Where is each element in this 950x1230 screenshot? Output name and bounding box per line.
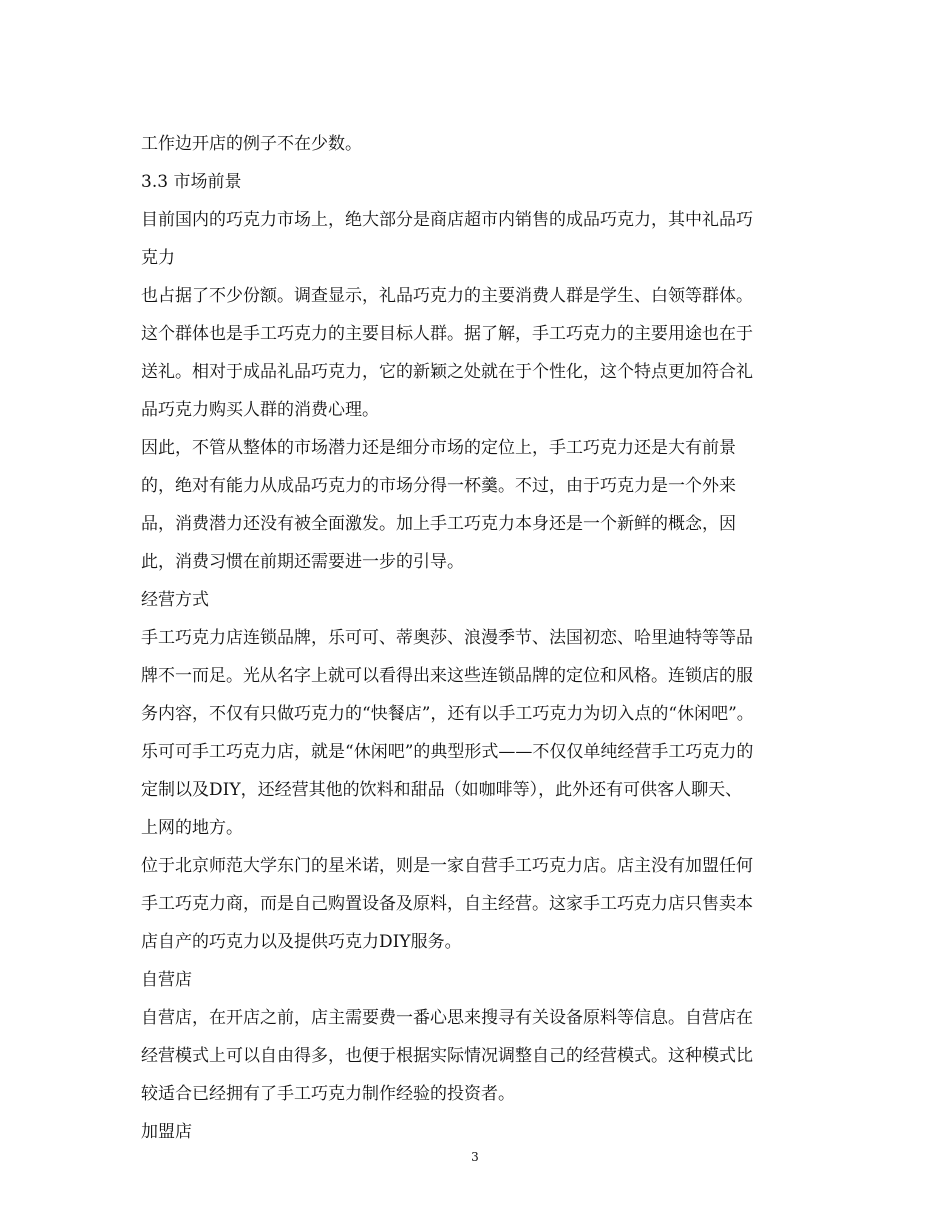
text-line: 也占据了不少份额。调查显示，礼品巧克力的主要消费人群是学生、白领等群体。 [141,286,753,306]
section-heading-franchise: 加盟店 [141,1122,192,1142]
text-line: 牌不一而足。光从名字上就可以看得出来这些连锁品牌的定位和风格。连锁店的服 [141,666,753,686]
text-line: 经营模式上可以自由得多，也便于根据实际情况调整自己的经营模式。这种模式比 [141,1046,753,1066]
text-line: 这个群体也是手工巧克力的主要目标人群。据了解，手工巧克力的主要用途也在于 [141,324,753,344]
text-line: 的，绝对有能力从成品巧克力的市场分得一杯羹。不过，由于巧克力是一个外来 [141,476,736,496]
text-line: 乐可可手工巧克力店，就是“休闲吧”的典型形式——不仅仅单纯经营手工巧克力的 [141,742,754,762]
section-heading-market-outlook: 3.3 市场前景 [141,172,242,192]
text-line: 此，消费习惯在前期还需要进一步的引导。 [141,552,464,572]
text-line: 工作边开店的例子不在少数。 [141,134,362,154]
text-line: 较适合已经拥有了手工巧克力制作经验的投资者。 [141,1084,515,1104]
text-line: 手工巧克力店连锁品牌，乐可可、蒂奥莎、浪漫季节、法国初恋、哈里迪特等等品 [141,628,753,648]
text-line: 店自产的巧克力以及提供巧克力DIY服务。 [141,932,462,952]
text-line: 品巧克力购买人群的消费心理。 [141,400,379,420]
text-line: 品，消费潜力还没有被全面激发。加上手工巧克力本身还是一个新鲜的概念，因 [141,514,736,534]
text-line: 上网的地方。 [141,818,243,838]
text-line: 自营店，在开店之前，店主需要费一番心思来搜寻有关设备原料等信息。自营店在 [141,1008,753,1028]
text-line: 定制以及DIY，还经营其他的饮料和甜品（如咖啡等），此外还有可供客人聊天、 [141,780,743,800]
section-heading-self-operated: 自营店 [141,970,192,990]
text-line: 因此，不管从整体的市场潜力还是细分市场的定位上，手工巧克力还是大有前景 [141,438,736,458]
text-line: 克力 [141,248,175,268]
text-line: 目前国内的巧克力市场上，绝大部分是商店超市内销售的成品巧克力，其中礼品巧 [141,210,753,230]
page-number: 3 [471,1150,479,1164]
section-heading-business-model: 经营方式 [141,590,209,610]
text-line: 手工巧克力商，而是自己购置设备及原料，自主经营。这家手工巧克力店只售卖本 [141,894,753,914]
text-line: 务内容，不仅有只做巧克力的“快餐店”，还有以手工巧克力为切入点的“休闲吧”。 [141,704,754,724]
text-line: 位于北京师范大学东门的星米诺，则是一家自营手工巧克力店。店主没有加盟任何 [141,856,753,876]
text-line: 送礼。相对于成品礼品巧克力，它的新颖之处就在于个性化，这个特点更加符合礼 [141,362,753,382]
